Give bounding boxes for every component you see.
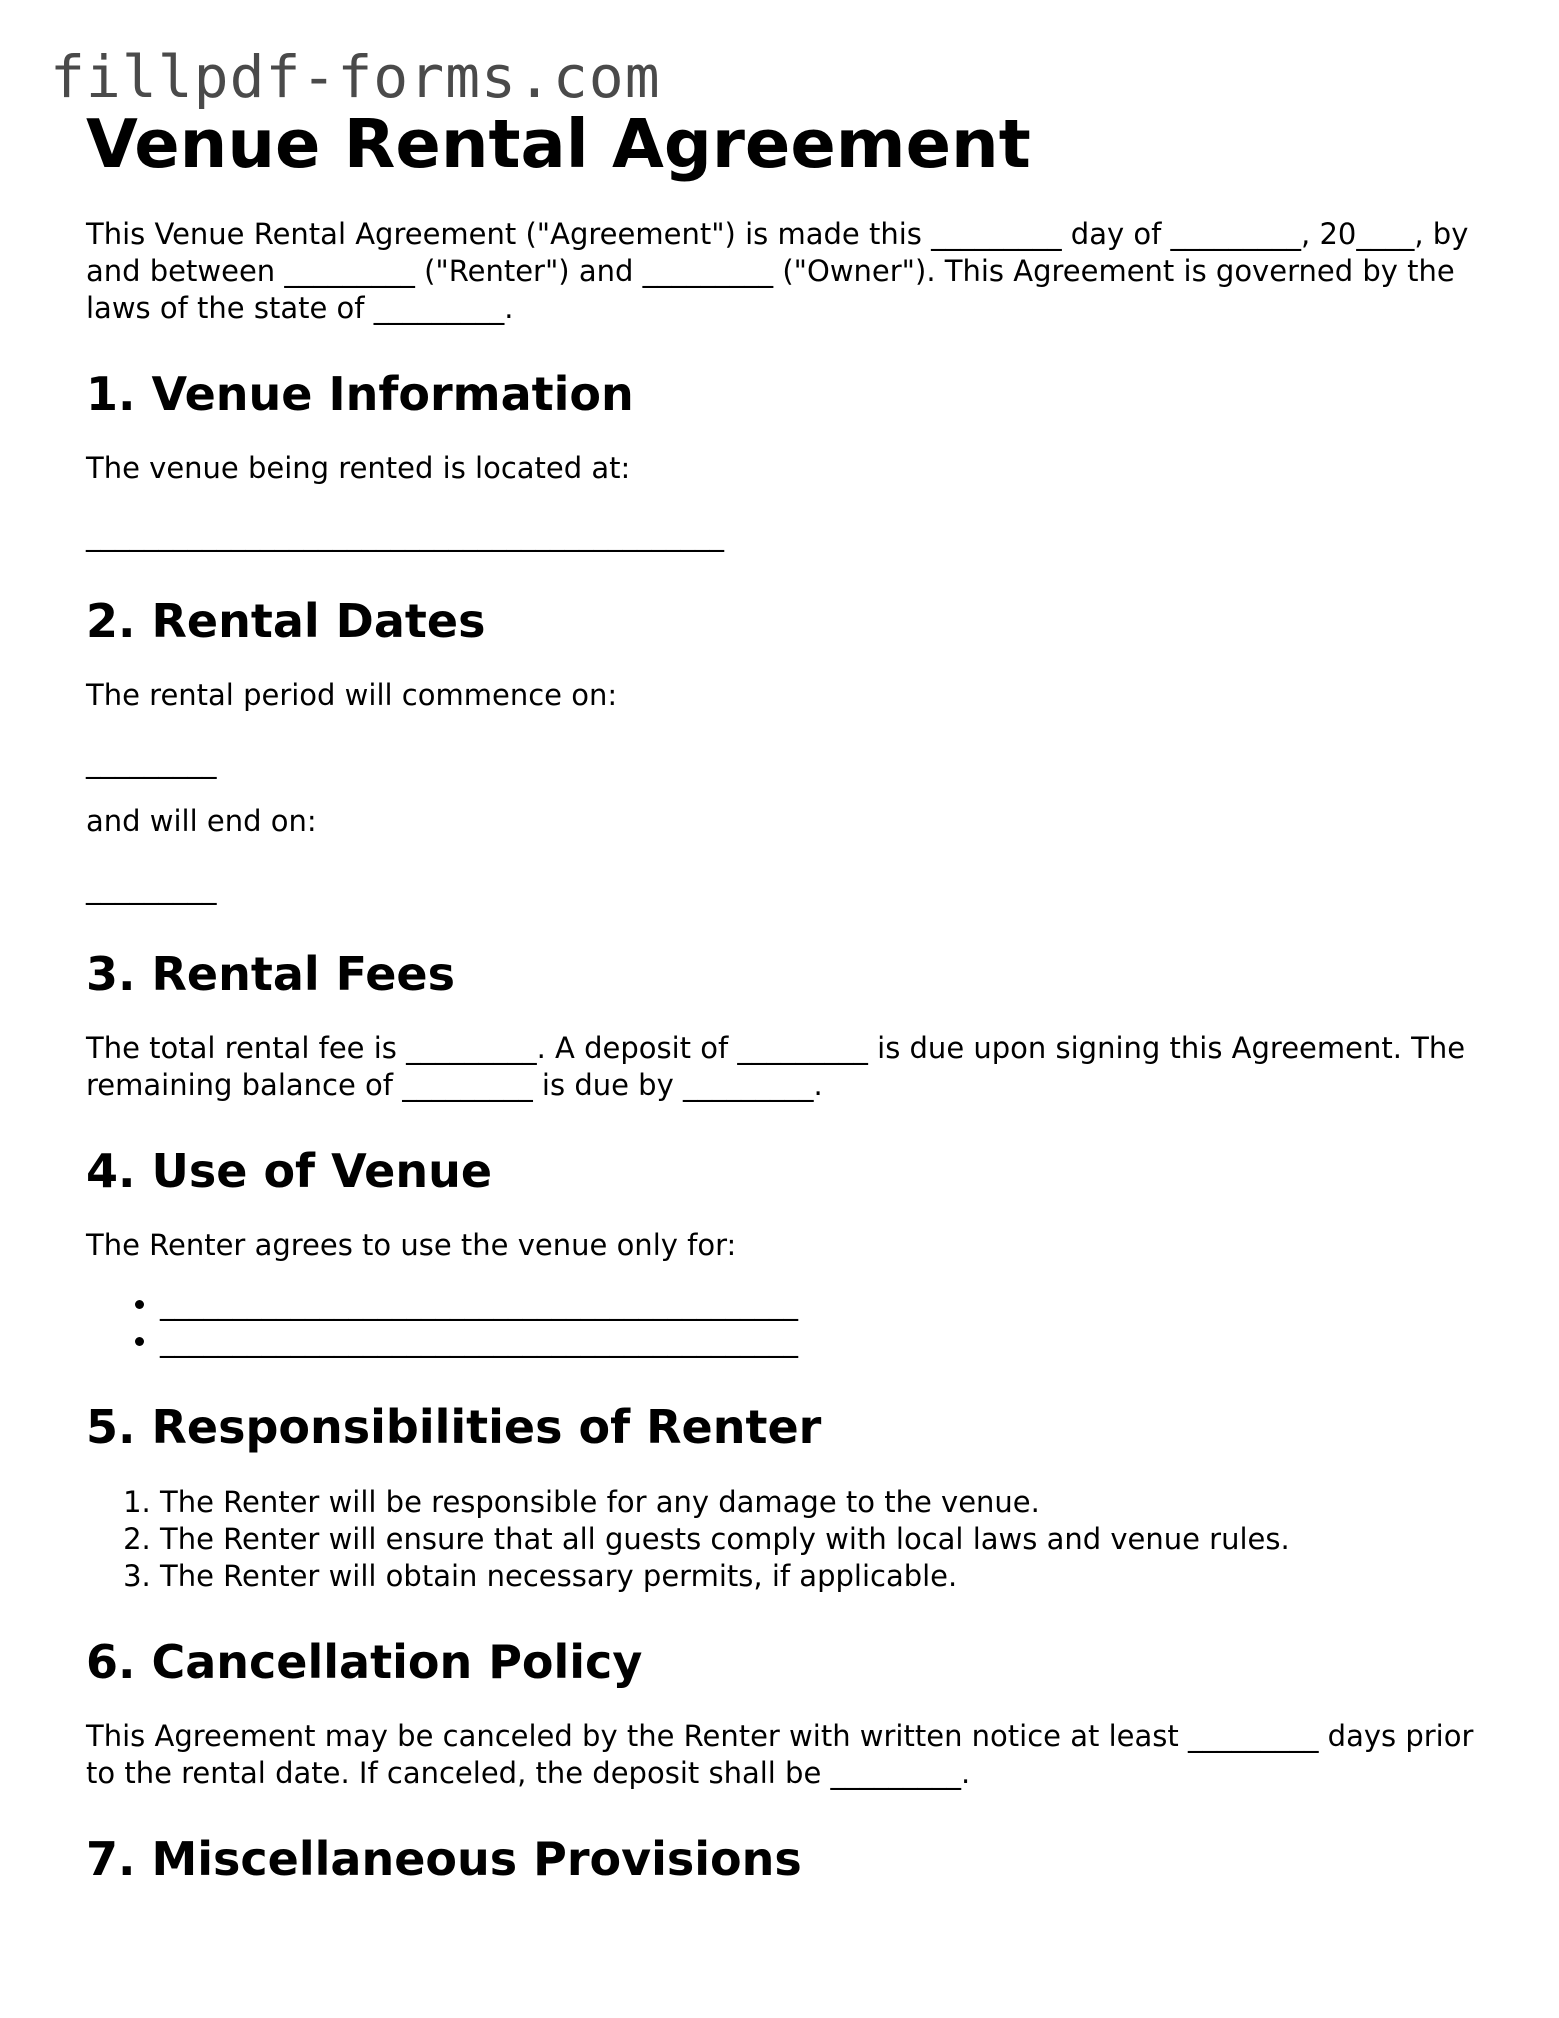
- rental-fees-text: The total rental fee is _________. A deposit of _________ is due upon signing this Agreement. The remaining balance of _________ is due by _________.: [86, 1031, 1466, 1103]
- section-heading-rental-dates: 2. Rental Dates: [86, 593, 486, 648]
- use-of-venue-text: The Renter agrees to use the venue only for:: [86, 1228, 737, 1263]
- intro-paragraph: This Venue Rental Agreement ("Agreement") is made this _________ day of _________, 20____, by and between _________ ("Renter") and _________ ("Owner"). This Agreement is governed by the laws of the state of _________.: [86, 216, 1469, 325]
- responsibilities-list: [86, 1484, 1486, 1595]
- rental-end-blank: _________: [86, 871, 217, 906]
- section-heading-venue-information: 1. Venue Information: [86, 366, 634, 421]
- rental-start-text: The rental period will commence on:: [86, 678, 618, 713]
- list-item: 1. The Renter will be responsible for any damage to the venue.: [160, 1484, 1486, 1521]
- watermark: fillpdf-forms.com: [50, 43, 661, 111]
- list-item: 3. The Renter will obtain necessary permits, if applicable.: [160, 1558, 1486, 1595]
- document-title: Venue Rental Agreement: [86, 105, 1031, 183]
- section-heading-use-of-venue: 4. Use of Venue: [86, 1144, 493, 1199]
- cancellation-text: This Agreement may be canceled by the Renter with written notice at least _________ days prior to the rental date. If canceled, the deposit shall be _________.: [86, 1718, 1474, 1790]
- rental-start-blank: _________: [86, 745, 217, 780]
- section-heading-responsibilities: 5. Responsibilities of Renter: [86, 1400, 822, 1455]
- section-heading-miscellaneous: 7. Miscellaneous Provisions: [86, 1831, 802, 1886]
- list-item: • ____________________________________________: [160, 1323, 1486, 1360]
- use-of-venue-list: [86, 1286, 1486, 1360]
- section-heading-cancellation-policy: 6. Cancellation Policy: [86, 1634, 643, 1689]
- list-item: • ____________________________________________: [160, 1286, 1486, 1323]
- list-item: 2. The Renter will ensure that all guests comply with local laws and venue rules.: [160, 1521, 1486, 1558]
- venue-address-blank: ____________________________________________: [86, 517, 724, 552]
- section-heading-rental-fees: 3. Rental Fees: [86, 947, 456, 1002]
- venue-location-text: The venue being rented is located at:: [86, 450, 631, 485]
- document-page: [86, 105, 1486, 1915]
- rental-end-text: and will end on:: [86, 804, 317, 839]
